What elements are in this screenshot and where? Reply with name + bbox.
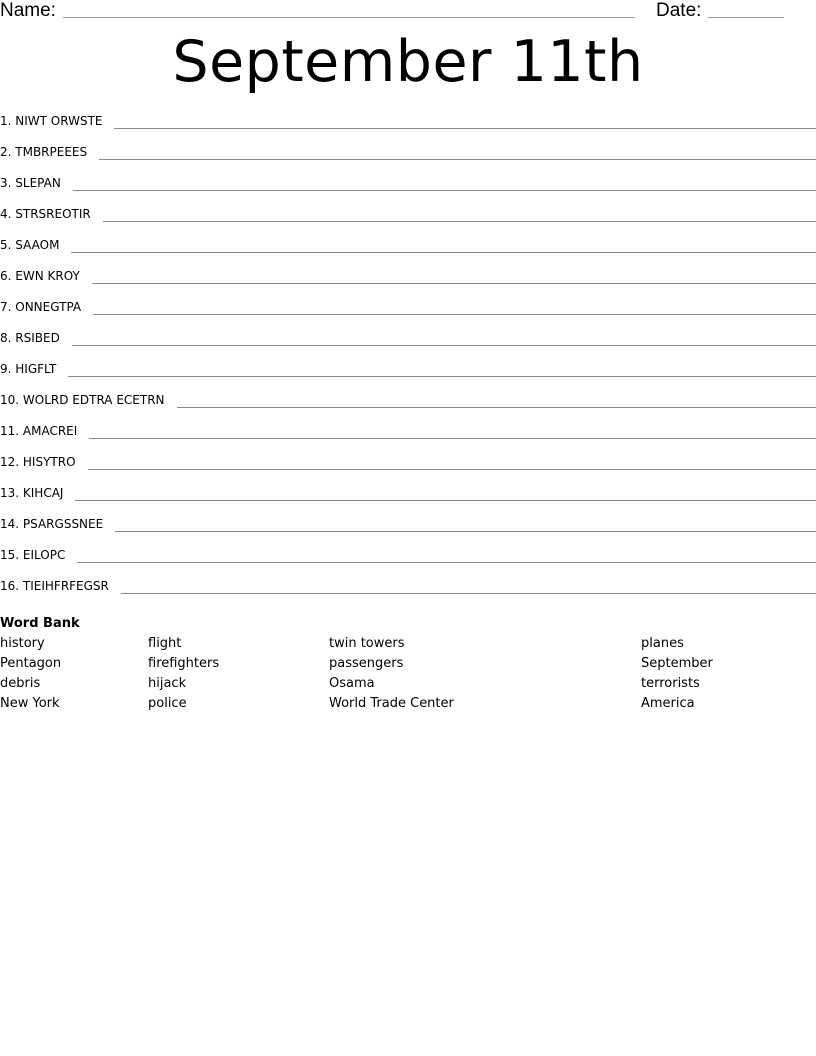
word-bank-item: hijack (148, 676, 187, 691)
word-bank-item: New York (0, 696, 60, 711)
answer-line[interactable] (88, 469, 816, 470)
answer-line[interactable] (99, 159, 816, 160)
word-bank-item: passengers (329, 656, 404, 671)
answer-line[interactable] (77, 562, 816, 563)
word-bank-item: America (641, 696, 695, 711)
answer-line[interactable] (71, 252, 816, 253)
question-text: 5. SAAOM (0, 238, 60, 252)
answer-line[interactable] (92, 283, 816, 284)
word-bank-item: police (148, 696, 187, 711)
word-bank-item: firefighters (148, 656, 220, 671)
word-bank-column (148, 634, 219, 714)
date-label: Date: (656, 0, 702, 21)
word-bank-item: debris (0, 676, 41, 691)
name-line (63, 17, 635, 18)
question-text: 4. STRSREOTIR (0, 207, 91, 221)
question-text: 11. AMACREI (0, 424, 78, 438)
question-text: 13. KIHCAJ (0, 486, 64, 500)
answer-line[interactable] (93, 314, 816, 315)
question-text: 8. RSIBED (0, 331, 60, 345)
word-bank (0, 614, 816, 714)
header (0, 0, 816, 24)
question-row (0, 203, 816, 234)
answer-line[interactable] (68, 376, 816, 377)
question-row (0, 389, 816, 420)
question-text: 1. NIWT ORWSTE (0, 114, 103, 128)
date-line (708, 17, 784, 18)
question-row (0, 327, 816, 358)
word-bank-item: planes (641, 636, 684, 651)
question-row (0, 451, 816, 482)
name-label: Name: (0, 0, 56, 21)
question-row (0, 234, 816, 265)
answer-line[interactable] (114, 128, 816, 129)
question-row (0, 296, 816, 327)
question-row (0, 110, 816, 141)
question-text: 10. WOLRD EDTRA ECETRN (0, 393, 165, 407)
question-row (0, 141, 816, 172)
answer-line[interactable] (121, 593, 816, 594)
word-bank-title: Word Bank (0, 616, 80, 631)
question-text: 15. EILOPC (0, 548, 66, 562)
question-text: 2. TMBRPEEES (0, 145, 88, 159)
answer-line[interactable] (73, 190, 816, 191)
word-bank-item: terrorists (641, 676, 700, 691)
question-text: 12. HISYTRO (0, 455, 76, 469)
page-title: September 11th (172, 29, 644, 95)
answer-line[interactable] (75, 500, 816, 501)
question-text: 6. EWN KROY (0, 269, 80, 283)
answer-line[interactable] (72, 345, 816, 346)
word-bank-item: history (0, 636, 45, 651)
question-row (0, 575, 816, 606)
answer-line[interactable] (177, 407, 816, 408)
word-bank-item: twin towers (329, 636, 405, 651)
question-row (0, 358, 816, 389)
word-bank-column (641, 634, 713, 714)
question-row (0, 172, 816, 203)
question-text: 9. HIGFLT (0, 362, 57, 376)
question-row (0, 265, 816, 296)
question-text: 7. ONNEGTPA (0, 300, 82, 314)
word-bank-item: Pentagon (0, 656, 62, 671)
word-bank-item: September (641, 656, 713, 671)
question-row (0, 513, 816, 544)
word-bank-column (329, 634, 454, 714)
answer-line[interactable] (103, 221, 816, 222)
answer-line[interactable] (115, 531, 816, 532)
question-row (0, 420, 816, 451)
question-row (0, 482, 816, 513)
question-text: 14. PSARGSSNEE (0, 517, 104, 531)
question-row (0, 544, 816, 575)
answer-line[interactable] (89, 438, 816, 439)
word-bank-item: flight (148, 636, 182, 651)
word-bank-item: Osama (329, 676, 375, 691)
question-text: 3. SLEPAN (0, 176, 61, 190)
question-text: 16. TIEIHFRFEGSR (0, 579, 109, 593)
question-list (0, 110, 816, 606)
word-bank-grid (0, 634, 816, 714)
word-bank-item: World Trade Center (329, 696, 454, 711)
word-bank-column (0, 634, 61, 714)
